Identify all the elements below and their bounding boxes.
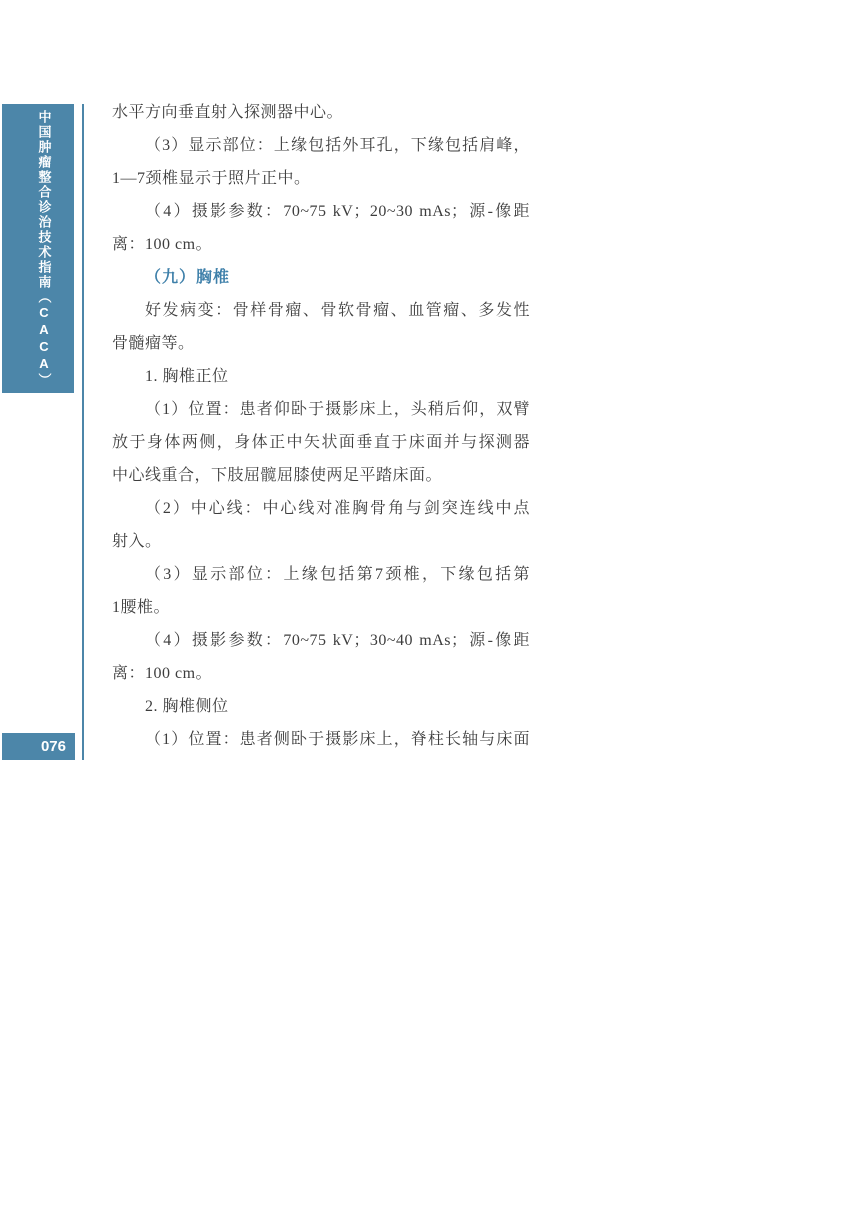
text-line: 中心线重合，下肢屈髋屈膝使两足平踏床面。 — [112, 467, 443, 484]
text-line: （2）中心线：中心线对准胸骨角与剑突连线中点 — [145, 500, 530, 517]
text-line: 放于身体两侧，身体正中矢状面垂直于床面并与探测器 — [112, 434, 530, 451]
text-line: 好发病变：骨样骨瘤、骨软骨瘤、血管瘤、多发性 — [145, 302, 530, 319]
text-line: （1）位置：患者仰卧于摄影床上，头稍后仰，双臂 — [145, 401, 530, 418]
text-line: 1腰椎。 — [112, 599, 171, 616]
sidebar-tab — [2, 104, 74, 393]
text-line: 离：100 cm。 — [112, 665, 213, 682]
text-line: （4）摄影参数：70~75 kV；30~40 mAs；源-像距 — [145, 632, 530, 649]
section-heading: （九）胸椎 — [145, 269, 231, 286]
text-line: 射入。 — [112, 533, 162, 550]
text-line: 1—7颈椎显示于照片正中。 — [112, 170, 311, 187]
page-content — [112, 96, 530, 756]
text-line: （1）位置：患者侧卧于摄影床上，脊柱长轴与床面 — [145, 731, 530, 748]
text-line: 水平方向垂直射入探测器中心。 — [112, 104, 344, 121]
page-number-badge — [2, 733, 75, 760]
text-line: （3）显示部位：上缘包括外耳孔，下缘包括肩峰， — [145, 137, 530, 154]
page-number: 076 — [40, 738, 66, 755]
text-line: 骨髓瘤等。 — [112, 335, 195, 352]
text-line: 离：100 cm。 — [112, 236, 213, 253]
text-line: （3）显示部位：上缘包括第7颈椎，下缘包括第 — [145, 566, 530, 583]
subsection-title: 2. 胸椎侧位 — [145, 698, 229, 715]
vertical-divider — [82, 104, 84, 760]
sidebar-title: 中国肿瘤整合诊治技术指南（CACA） — [36, 109, 52, 388]
text-line: （4）摄影参数：70~75 kV；20~30 mAs；源-像距 — [145, 203, 530, 220]
subsection-title: 1. 胸椎正位 — [145, 368, 229, 385]
